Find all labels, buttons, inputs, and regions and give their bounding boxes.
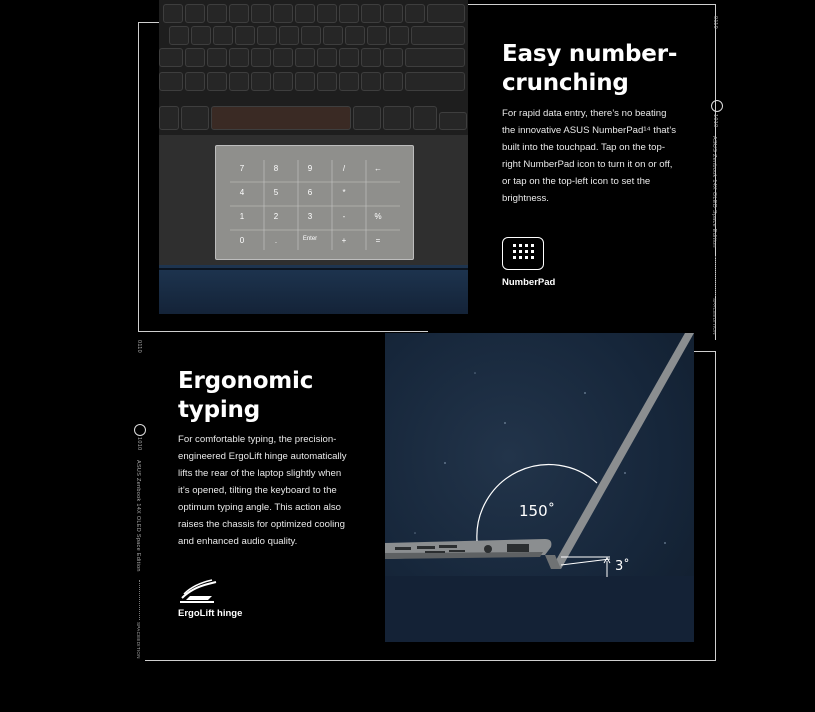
np-key: 3	[307, 212, 313, 221]
numberpad-icon	[502, 237, 544, 270]
np-key: *	[342, 188, 346, 197]
ergolift-feature-label: ErgoLift hinge	[178, 608, 243, 619]
frame-top-line	[427, 4, 716, 5]
np-key: 4	[239, 188, 245, 197]
numberpad-grid-lines	[230, 160, 400, 250]
np-key: +	[341, 236, 347, 245]
side-code-bottom-left: SPACEEDITION	[136, 622, 141, 659]
numberpad-body-line: For rapid data entry, there’s no beating	[502, 108, 667, 119]
numberpad-description	[502, 105, 702, 207]
frame-left-top-h	[138, 22, 160, 23]
np-key: 0	[239, 236, 245, 245]
ergolift-hinge-icon	[178, 578, 220, 604]
np-key: %	[374, 212, 382, 221]
ergonomic-body-line: and enhanced audio quality.	[178, 536, 298, 547]
np-key: ←	[374, 164, 382, 173]
ergonomic-body-line: raises the chassis for optimized cooling	[178, 519, 345, 530]
ergonomic-body-line: it’s opened, tilting the keyboard to the	[178, 485, 337, 496]
numberpad-body-line: right NumberPad icon to turn it on or off,	[502, 159, 673, 170]
np-key: /	[342, 164, 346, 173]
numberpad-touchpad	[215, 145, 414, 260]
side-product-name: ASUS Zenbook 14X OLED Space Edition	[711, 136, 717, 248]
np-key: 2	[273, 212, 279, 221]
numberpad-grid	[230, 160, 400, 250]
numberpad-feature-label: NumberPad	[502, 277, 556, 288]
numberpad-heading-line1: Easy number-	[502, 41, 678, 67]
ergonomic-body-line: lifts the rear of the laptop slightly when	[178, 468, 342, 479]
ergonomic-description	[178, 431, 378, 550]
side-dotted-line-left	[139, 580, 141, 620]
ergonomic-body-line: For comfortable typing, the precision-	[178, 434, 337, 445]
side-circle-marker	[711, 100, 723, 112]
ergonomic-heading-line1: Ergonomic	[178, 368, 314, 394]
np-key: =	[375, 236, 381, 245]
side-product-name-left: ASUS Zenbook 14X OLED Space Edition	[135, 460, 141, 572]
numberpad-body-line: or tap on the top-left icon to set the	[502, 176, 651, 187]
numberpad-body-line: the innovative ASUS NumberPad¹⁴ that’s	[502, 125, 677, 136]
ergolift-photo	[385, 333, 694, 642]
frame-mid-h-left	[138, 331, 428, 332]
numberpad-photo	[159, 0, 468, 314]
np-key: 8	[273, 164, 279, 173]
spacebar	[211, 106, 351, 130]
keyboard-area	[159, 0, 468, 135]
np-key: 7	[239, 164, 245, 173]
numberpad-body-line: built into the touchpad. Tap on the top-	[502, 142, 666, 153]
side-code-mid: 1010	[712, 114, 718, 128]
ergonomic-body-line: optimum typing angle. This action also	[178, 502, 342, 513]
ergolift-diagram	[385, 333, 694, 642]
frame-left-line-top	[138, 22, 139, 332]
angle-150-label: 150˚	[519, 502, 556, 520]
ergonomic-heading-line2: typing	[178, 397, 260, 423]
angle-3-label: 3˚	[615, 559, 630, 574]
side-code-mid-left: 1010	[136, 437, 142, 451]
numberpad-heading-line2: crunching	[502, 70, 629, 96]
np-key: 6	[307, 188, 313, 197]
side-circle-marker-left	[134, 424, 146, 436]
np-key: .	[274, 236, 278, 245]
frame-bottom-line	[145, 660, 716, 661]
np-key: 1	[239, 212, 245, 221]
np-key: 9	[307, 164, 313, 173]
np-key: 5	[273, 188, 279, 197]
np-key: Enter	[302, 236, 318, 242]
frame-mid-h-right	[694, 351, 716, 352]
np-key: -	[342, 212, 346, 221]
numberpad-body-line: brightness.	[502, 193, 549, 204]
side-code-top-left: 0110	[136, 340, 142, 354]
frame-right-line-bottom	[715, 351, 716, 661]
ergonomic-body-line: engineered ErgoLift hinge automatically	[178, 451, 347, 462]
side-code-bottom: SPACEEDITION	[712, 298, 717, 335]
laptop-base-blue	[159, 265, 468, 314]
side-code-top: 0110	[712, 16, 718, 30]
side-dotted-line	[715, 256, 717, 296]
